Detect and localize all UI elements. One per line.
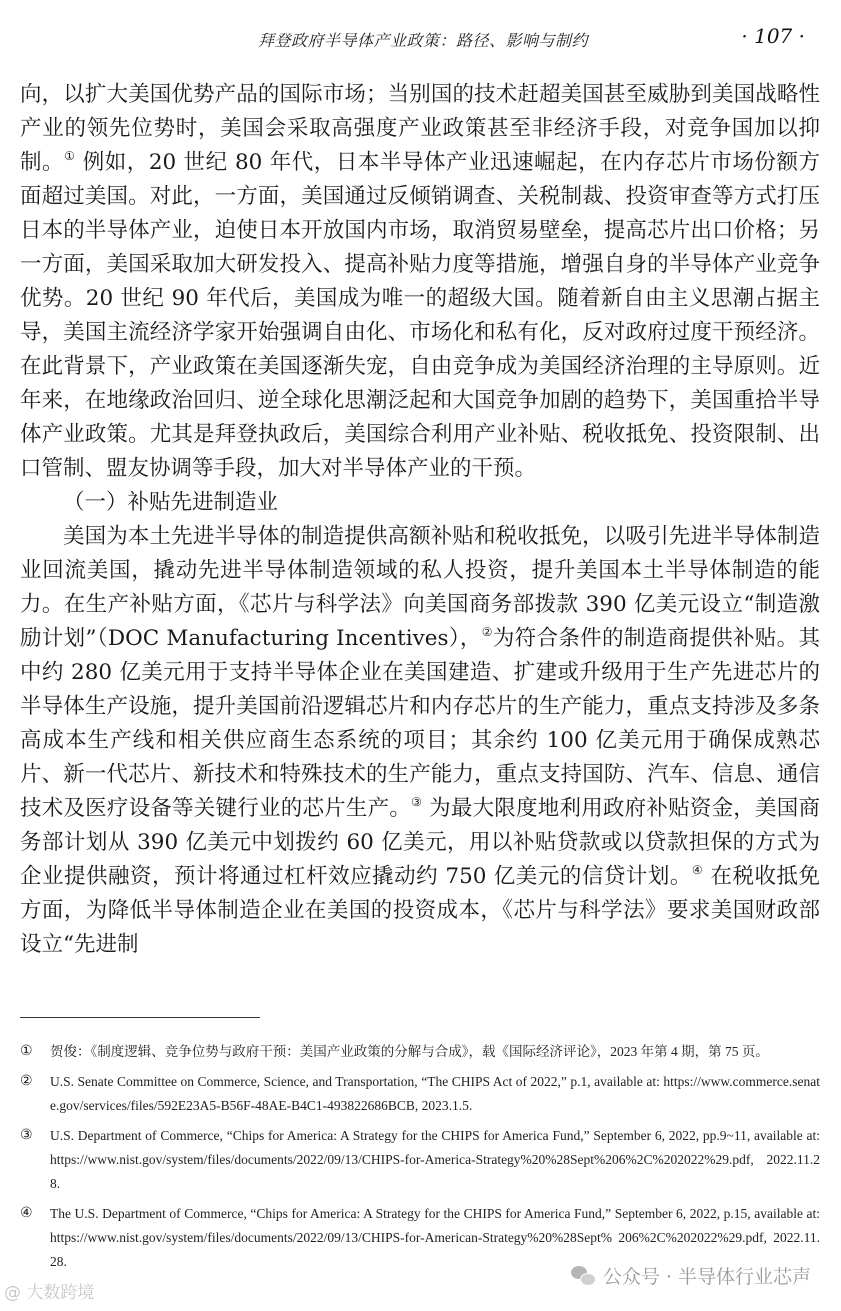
footnote-mark: ① <box>20 1044 33 1059</box>
running-header <box>0 24 841 58</box>
footnote-ref-4[interactable]: ④ <box>691 863 704 877</box>
footnote-text[interactable]: U.S. Senate Committee on Commerce, Science, and Transportation, “The CHIPS Act of 2022,” p.1, available at: https://www.commerce.senate.gov/services/files/592E23A5-B56F-48AE-B4C1-493822686BCB, 2023.1.5. <box>50 1074 820 1113</box>
paragraph-2-text-a: 美国为本土先进半导体的制造提供高额补贴和税收抵免，以吸引先进半导体制造业回流美国，撬动先进半导体制造领域的私人投资，提升美国本土半导体制造的能力。在生产补贴方面，《芯片与科学法》向美国商务部拨款 390 亿美元设立“制造激励计划”（DOC Manufacturing Incentives）， <box>20 524 820 651</box>
watermark-right <box>571 1262 811 1289</box>
paragraph-2-text-d: 在税收抵免方面，为降低半导体制造企业在美国的投资成本，《芯片与科学法》要求美国财政部设立“先进制 <box>20 864 820 957</box>
paragraph-2 <box>20 520 820 962</box>
footnote-item <box>20 1040 820 1064</box>
page-number: · 107 · <box>741 24 805 48</box>
footnote-ref-1[interactable]: ① <box>64 149 76 163</box>
paragraph-1-text-b: 例如，20 世纪 80 年代，日本半导体产业迅速崛起，在内存芯片市场份额方面超过美国。对此，一方面，美国通过反倾销调查、关税制裁、投资审查等方式打压日本的半导体产业，迫使日本开放国内市场，取消贸易壁垒，提高芯片出口价格；另一方面，美国采取加大研发投入、提高补贴力度等措施，增强自身的半导体产业竞争优势。20 世纪 90 年代后，美国成为唯一的超级大国。随着新自由主义思潮占据主导，美国主流经济学家开始强调自由化、市场化和私有化，反对政府过度干预经济。在此背景下，产业政策在美国逐渐失宠，自由竞争成为美国经济治理的主导原则。近年来，在地缘政治回归、逆全球化思潮泛起和大国竞争加剧的趋势下，美国重拾半导体产业政策。尤其是拜登执政后，美国综合利用产业补贴、税收抵免、投资限制、出口管制、盟友协调等手段，加大对半导体产业的干预。 <box>20 150 820 481</box>
paragraph-2-text-b: 为符合条件的制造商提供补贴。其中约 280 亿美元用于支持半导体企业在美国建造、扩建或升级用于生产先进芯片的半导体生产设施，提升美国前沿逻辑芯片和内存芯片的生产能力，重点支持涉及多条高成本生产线和相关供应商生态系统的项目；其余约 100 亿美元用于确保成熟芯片、新一代芯片、新技术和特殊技术的生产能力，重点支持国防、汽车、信息、通信技术及医疗设备等关键行业的芯片生产。 <box>20 626 820 821</box>
footnote-text[interactable]: The U.S. Department of Commerce, “Chips for America: A Strategy for the CHIPS for America Fund,” September 6, 2022, p.15, available at: https://www.nist.gov/system/files/documents/2022/09/13/CHIPS-for-American-Strategy%20%28Sept% 206%2C%202022%29.pdf, 2022.11.28. <box>50 1206 820 1269</box>
footnote-divider <box>20 1017 260 1018</box>
paragraph-1-text-a: 向，以扩大美国优势产品的国际市场；当别国的技术赶超美国甚至威胁到美国战略性产业的领先位势时，美国会采取高强度产业政策甚至非经济手段，对竞争国加以抑制。 <box>20 82 820 175</box>
footnote-text: 贺俊：《制度逻辑、竞争位势与政府干预：美国产业政策的分解与合成》，载《国际经济评论》，2023 年第 4 期，第 75 页。 <box>50 1044 769 1059</box>
footnote-ref-3[interactable]: ③ <box>411 795 423 809</box>
body-text <box>20 78 820 962</box>
paragraph-1 <box>20 78 820 486</box>
footnote-text[interactable]: U.S. Department of Commerce, “Chips for America: A Strategy for the CHIPS for America Fund,” September 6, 2022, pp.9~11, available at: https://www.nist.gov/system/files/documents/2022/09/13/CHIPS-for-America-Strategy%20%28Sept%206%2C%202022%29.pdf, 2022.11.28. <box>50 1128 820 1191</box>
footnote-item <box>20 1070 820 1118</box>
watermark-right-text: 公众号 · 半导体行业芯声 <box>602 1266 811 1288</box>
running-title: 拜登政府半导体产业政策：路径、影响与制约 <box>258 31 589 50</box>
footnote-item <box>20 1124 820 1196</box>
footnote-mark: ② <box>20 1074 33 1089</box>
footnote-mark: ④ <box>20 1206 33 1221</box>
footnote-mark: ③ <box>20 1128 33 1143</box>
paragraph-2-text-c: 为最大限度地利用政府补贴资金，美国商务部计划从 390 亿美元中划拨约 60 亿美元，用以补贴贷款或以贷款担保的方式为企业提供融资，预计将通过杠杆效应撬动约 750 亿美元的信贷计划。 <box>20 796 820 889</box>
wechat-icon <box>571 1266 595 1286</box>
footnotes <box>20 1040 820 1280</box>
section-heading: （一）补贴先进制造业 <box>63 490 279 515</box>
watermark-left: @ 大数跨境 <box>4 1283 95 1303</box>
footnote-ref-2[interactable]: ② <box>481 625 493 639</box>
